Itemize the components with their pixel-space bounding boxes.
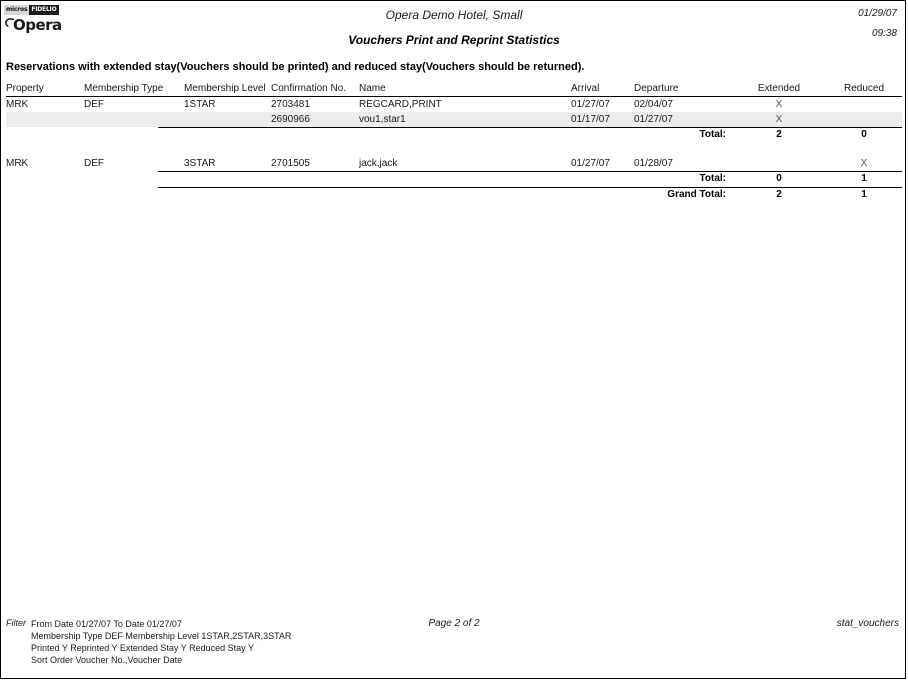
- filter-line-sort-order: Sort Order Voucher No.,Voucher Date: [31, 655, 183, 665]
- column-header-confirmation-no: Confirmation No.: [271, 83, 347, 94]
- cell-departure: 02/04/07: [634, 99, 673, 110]
- grand-total-extended: 2: [776, 189, 782, 200]
- report-time: 09:38: [871, 28, 897, 39]
- cell-reduced-mark: X: [860, 158, 868, 169]
- column-header-membership-type: Membership Type: [84, 83, 164, 94]
- cell-membership-type: DEF: [84, 158, 104, 169]
- total-label: Total:: [699, 129, 726, 140]
- column-header-departure: Departure: [634, 83, 679, 94]
- cell-property: MRK: [6, 99, 29, 110]
- micros-wordmark: micros: [6, 6, 28, 13]
- column-header-arrival: Arrival: [571, 83, 600, 94]
- filter-line-membership: Membership Type DEF Membership Level 1STAR,2STAR,3STAR: [31, 631, 292, 641]
- total-label: Total:: [699, 173, 726, 184]
- report-table: [6, 82, 902, 203]
- cell-departure: 01/28/07: [634, 158, 673, 169]
- report-title: Vouchers Print and Reprint Statistics: [348, 33, 560, 47]
- table-row: [6, 156, 902, 171]
- cell-confirmation-no: 2701505: [271, 158, 310, 169]
- page-number: Page 2 of 2: [428, 618, 480, 629]
- column-header-membership-level: Membership Level: [184, 83, 266, 94]
- total-reduced: 1: [861, 173, 867, 184]
- report-date: 01/29/07: [858, 8, 897, 19]
- table-header-row: [6, 82, 902, 97]
- table-row: [6, 112, 902, 127]
- grand-total-row: [6, 187, 902, 203]
- hotel-name: Opera Demo Hotel, Small: [385, 8, 523, 22]
- cell-membership-level: 1STAR: [184, 99, 216, 110]
- total-reduced: 0: [861, 129, 867, 140]
- cell-confirmation-no: 2690966: [271, 114, 310, 125]
- cell-arrival: 01/27/07: [571, 158, 610, 169]
- report-footer: [1, 618, 906, 670]
- cell-name: vou1,star1: [359, 114, 406, 125]
- filter-line-flags: Printed Y Reprinted Y Extended Stay Y Reduced Stay Y: [31, 643, 254, 653]
- total-extended: 0: [776, 173, 782, 184]
- opera-text: Opera: [13, 15, 62, 34]
- cell-departure: 01/27/07: [634, 114, 673, 125]
- column-header-reduced: Reduced: [843, 83, 885, 94]
- table-row: [6, 97, 902, 112]
- grand-total-label: Grand Total:: [667, 189, 726, 200]
- group-spacer: [6, 143, 902, 156]
- group-total-row: [6, 171, 902, 187]
- filter-label: Filter: [6, 618, 26, 628]
- column-header-extended: Extended: [757, 83, 801, 94]
- total-extended: 2: [776, 129, 782, 140]
- cell-property: MRK: [6, 158, 29, 169]
- cell-extended-mark: X: [775, 114, 783, 125]
- group-total-row: [6, 127, 902, 143]
- cell-arrival: 01/27/07: [571, 99, 610, 110]
- cell-membership-type: DEF: [84, 99, 104, 110]
- report-subtitle: Reservations with extended stay(Vouchers should be printed) and reduced stay(Vouchers should be returned).: [6, 61, 585, 73]
- fidelio-wordmark: FIDELIO: [31, 6, 57, 13]
- cell-membership-level: 3STAR: [184, 158, 216, 169]
- filter-line-dates: From Date 01/27/07 To Date 01/27/07: [31, 619, 182, 629]
- cell-confirmation-no: 2703481: [271, 99, 310, 110]
- column-header-name: Name: [359, 83, 386, 94]
- column-header-property: Property: [6, 83, 44, 94]
- cell-name: REGCARD,PRINT: [359, 99, 442, 110]
- cell-extended-mark: X: [775, 99, 783, 110]
- cell-name: jack,jack: [359, 158, 398, 169]
- cell-arrival: 01/17/07: [571, 114, 610, 125]
- report-id: stat_vouchers: [836, 618, 899, 629]
- grand-total-reduced: 1: [861, 189, 867, 200]
